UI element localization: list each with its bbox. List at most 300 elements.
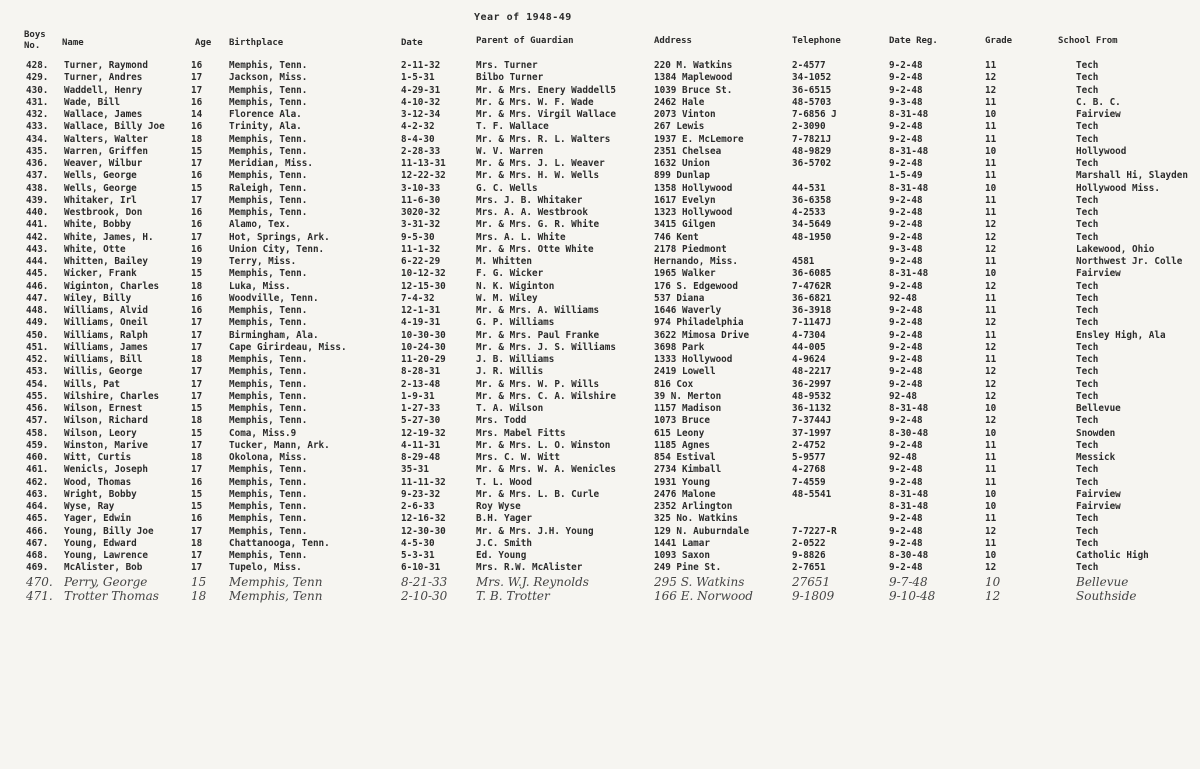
cell-telephone: 9-1809 xyxy=(792,588,835,603)
cell-birthplace: Memphis, Tenn. xyxy=(229,464,308,476)
cell-date: 4-19-31 xyxy=(401,317,441,329)
cell-address: 1093 Saxon xyxy=(654,550,710,561)
cell-telephone: 7-3744J xyxy=(792,415,832,427)
cell-grade: 10 xyxy=(985,403,997,414)
cell-telephone: 36-3918 xyxy=(792,305,832,316)
cell-date-reg: 9-2-48 xyxy=(889,525,923,537)
cell-birthplace: Woodville, Tenn. xyxy=(229,292,319,304)
cell-parent: Mrs. C. W. Witt xyxy=(476,452,560,463)
cell-date: 2-6-33 xyxy=(401,501,435,512)
cell-grade: 10 xyxy=(985,109,997,120)
cell-grade: 12 xyxy=(985,341,997,353)
table-row xyxy=(0,477,1200,489)
cell-telephone: 7-6856 J xyxy=(792,109,837,120)
cell-age: 17 xyxy=(191,525,203,537)
cell-date: 10-24-30 xyxy=(401,341,446,353)
cell-address: 129 N. Auburndale xyxy=(654,525,750,537)
cell-date: 9-23-32 xyxy=(401,488,441,500)
cell-birthplace: Memphis, Tenn. xyxy=(229,476,308,488)
cell-birthplace: Memphis, Tenn. xyxy=(229,390,308,402)
cell-telephone: 36-6821 xyxy=(792,292,832,304)
cell-parent: Mr. & Mrs. G. R. White xyxy=(476,219,600,231)
cell-date-reg: 9-2-48 xyxy=(889,121,923,133)
cell-name: Perry, George xyxy=(64,574,148,589)
cell-address: 899 Dunlap xyxy=(654,170,710,182)
cell-number: 439. xyxy=(26,194,49,206)
cell-birthplace: Terry, Miss. xyxy=(229,256,297,267)
cell-number: 451. xyxy=(26,341,49,353)
cell-school: Tech xyxy=(1076,121,1099,133)
table-row xyxy=(0,109,1200,121)
cell-age: 16 xyxy=(191,513,203,525)
cell-age: 16 xyxy=(191,170,203,182)
cell-birthplace: Memphis, Tenn xyxy=(229,588,323,603)
cell-date-reg: 9-2-48 xyxy=(889,305,923,316)
cell-name: Whitaker, Irl xyxy=(64,194,137,206)
cell-number: 436. xyxy=(26,158,49,169)
cell-date: 6-22-29 xyxy=(401,256,441,267)
cell-age: 17 xyxy=(191,231,203,243)
cell-date: 10-30-30 xyxy=(401,329,446,341)
cell-telephone: 9-8826 xyxy=(792,550,826,561)
cell-telephone: 36-6515 xyxy=(792,84,832,96)
cell-date: 2-28-33 xyxy=(401,145,441,157)
cell-date: 6-10-31 xyxy=(401,562,441,574)
table-row xyxy=(0,538,1200,550)
cell-date-reg: 9-2-48 xyxy=(889,207,923,218)
cell-name: White, James, H. xyxy=(64,231,154,243)
cell-school: Tech xyxy=(1076,158,1099,169)
cell-name: Willis, George xyxy=(64,366,143,378)
cell-grade: 12 xyxy=(985,317,997,329)
cell-age: 17 xyxy=(191,378,203,390)
header-telephone: Telephone xyxy=(792,36,841,46)
cell-birthplace: Cape Girirdeau, Miss. xyxy=(229,341,347,353)
cell-school: Tech xyxy=(1076,207,1099,218)
table-row xyxy=(0,354,1200,366)
cell-grade: 12 xyxy=(985,366,997,378)
cell-date-reg: 9-2-48 xyxy=(889,513,923,525)
cell-telephone: 48-5541 xyxy=(792,488,832,500)
cell-number: 441. xyxy=(26,219,49,231)
cell-parent: M. Whitten xyxy=(476,256,532,267)
cell-date-reg: 9-2-48 xyxy=(889,366,923,378)
cell-address: 295 S. Watkins xyxy=(654,574,745,589)
cell-date-reg: 92-48 xyxy=(889,390,917,402)
table-row xyxy=(0,452,1200,464)
cell-grade: 11 xyxy=(985,464,997,476)
cell-date: 2-13-48 xyxy=(401,378,441,390)
cell-age: 17 xyxy=(191,464,203,476)
cell-grade: 12 xyxy=(985,415,997,427)
cell-grade: 11 xyxy=(985,133,997,145)
cell-age: 18 xyxy=(191,452,203,463)
cell-birthplace: Jackson, Miss. xyxy=(229,72,308,84)
cell-number: 462. xyxy=(26,476,49,488)
cell-name: Wade, Bill xyxy=(64,96,120,108)
cell-age: 16 xyxy=(191,60,203,71)
cell-date-reg: 9-2-48 xyxy=(889,464,923,476)
cell-grade: 11 xyxy=(985,354,997,365)
cell-birthplace: Memphis, Tenn. xyxy=(229,268,308,280)
cell-number: 470. xyxy=(26,574,53,589)
cell-number: 468. xyxy=(26,550,49,561)
cell-date-reg: 9-2-48 xyxy=(889,60,923,71)
cell-school: Tech xyxy=(1076,562,1099,574)
cell-birthplace: Memphis, Tenn. xyxy=(229,60,308,71)
cell-date-reg: 8-31-48 xyxy=(889,145,929,157)
cell-school: Hollywood Miss. xyxy=(1076,182,1160,194)
header-date-reg: Date Reg. xyxy=(889,36,938,46)
cell-school: Ensley High, Ala xyxy=(1076,329,1166,341)
cell-date: 8-4-30 xyxy=(401,133,435,145)
cell-parent: F. G. Wicker xyxy=(476,268,544,280)
cell-number: 440. xyxy=(26,207,49,218)
cell-parent: Mrs. Todd xyxy=(476,415,527,427)
cell-address: 2352 Arlington xyxy=(654,501,733,512)
table-row xyxy=(0,195,1200,207)
cell-date-reg: 9-2-48 xyxy=(889,562,923,574)
cell-number: 467. xyxy=(26,537,49,549)
cell-grade: 11 xyxy=(985,194,997,206)
cell-age: 14 xyxy=(191,109,203,120)
cell-date: 3-31-32 xyxy=(401,219,441,231)
table-row xyxy=(0,170,1200,182)
cell-address: 1617 Evelyn xyxy=(654,194,716,206)
cell-age: 16 xyxy=(191,476,203,488)
cell-name: Trotter Thomas xyxy=(64,588,159,603)
cell-number: 456. xyxy=(26,403,49,414)
cell-name: Williams, Ralph xyxy=(64,329,148,341)
cell-parent: B.H. Yager xyxy=(476,513,532,525)
cell-school: Hollywood xyxy=(1076,145,1127,157)
cell-name: Wells, George xyxy=(64,170,137,182)
cell-grade: 12 xyxy=(985,588,1001,603)
cell-number: 455. xyxy=(26,390,49,402)
header-birthplace: Birthplace xyxy=(229,38,284,48)
cell-address: 1157 Madison xyxy=(654,403,722,414)
cell-date-reg: 9-2-48 xyxy=(889,317,923,329)
cell-grade: 11 xyxy=(985,170,997,182)
cell-date-reg: 8-31-48 xyxy=(889,501,929,512)
cell-birthplace: Memphis, Tenn. xyxy=(229,96,308,108)
cell-birthplace: Memphis, Tenn. xyxy=(229,378,308,390)
cell-date-reg: 9-2-48 xyxy=(889,231,923,243)
cell-date: 11-11-32 xyxy=(401,476,446,488)
cell-name: Wiginton, Charles xyxy=(64,280,160,292)
cell-name: Young, Billy Joe xyxy=(64,525,154,537)
cell-age: 18 xyxy=(191,280,203,292)
cell-address: 2073 Vinton xyxy=(654,109,716,120)
cell-address: 1646 Waverly xyxy=(654,305,722,316)
cell-school: Tech xyxy=(1076,354,1099,365)
cell-parent: T. A. Wilson xyxy=(476,403,544,414)
header-name: Name xyxy=(62,38,84,48)
cell-date: 10-12-32 xyxy=(401,268,446,280)
cell-date: 4-10-32 xyxy=(401,96,441,108)
cell-number: 431. xyxy=(26,96,49,108)
cell-age: 16 xyxy=(191,292,203,304)
cell-date-reg: 9-2-48 xyxy=(889,133,923,145)
cell-name: Wilson, Leory xyxy=(64,427,137,439)
cell-number: 461. xyxy=(26,464,49,476)
cell-name: Westbrook, Don xyxy=(64,207,143,218)
cell-age: 16 xyxy=(191,305,203,316)
cell-date-reg: 9-10-48 xyxy=(889,588,936,603)
cell-age: 16 xyxy=(191,96,203,108)
cell-date: 1-9-31 xyxy=(401,390,435,402)
cell-name: Wills, Pat xyxy=(64,378,120,390)
cell-address: 1185 Agnes xyxy=(654,439,710,451)
cell-school: Tech xyxy=(1076,84,1099,96)
cell-number: 443. xyxy=(26,243,49,255)
cell-birthplace: Memphis, Tenn. xyxy=(229,403,308,414)
cell-birthplace: Memphis, Tenn. xyxy=(229,525,308,537)
cell-parent: Mr. & Mrs. R. L. Walters xyxy=(476,133,611,145)
cell-school: Tech xyxy=(1076,366,1099,378)
cell-telephone: 7-7821J xyxy=(792,133,832,145)
cell-parent: G. C. Wells xyxy=(476,182,538,194)
table-row xyxy=(0,158,1200,170)
cell-telephone: 36-5702 xyxy=(792,158,832,169)
cell-school: Tech xyxy=(1076,525,1099,537)
cell-number: 466. xyxy=(26,525,49,537)
cell-parent: Mr. & Mrs. J.H. Young xyxy=(476,525,594,537)
cell-birthplace: Florence Ala. xyxy=(229,109,302,120)
cell-parent: Mr. & Mrs. Enery Waddell5 xyxy=(476,84,616,96)
header-address: Address xyxy=(654,36,692,46)
cell-date-reg: 9-2-48 xyxy=(889,341,923,353)
cell-age: 17 xyxy=(191,317,203,329)
cell-grade: 12 xyxy=(985,280,997,292)
cell-grade: 10 xyxy=(985,550,997,561)
cell-name: Winston, Marive xyxy=(64,439,148,451)
cell-grade: 10 xyxy=(985,488,997,500)
cell-birthplace: Memphis, Tenn. xyxy=(229,207,308,218)
cell-age: 15 xyxy=(191,182,203,194)
cell-date: 5-27-30 xyxy=(401,415,441,427)
table-row xyxy=(0,207,1200,219)
table-row xyxy=(0,72,1200,84)
cell-name: Turner, Raymond xyxy=(64,60,148,71)
cell-number: 438. xyxy=(26,182,49,194)
cell-address: 1333 Hollywood xyxy=(654,354,733,365)
cell-date-reg: 8-30-48 xyxy=(889,550,929,561)
cell-telephone: 27651 xyxy=(792,574,831,589)
cell-address: 1965 Walker xyxy=(654,268,716,280)
cell-date-reg: 92-48 xyxy=(889,292,917,304)
cell-number: 454. xyxy=(26,378,49,390)
cell-parent: Mr. & Mrs. L. B. Curle xyxy=(476,488,600,500)
cell-name: Wilshire, Charles xyxy=(64,390,160,402)
cell-birthplace: Okolona, Miss. xyxy=(229,452,308,463)
cell-number: 434. xyxy=(26,133,49,145)
cell-date: 9-5-30 xyxy=(401,231,435,243)
cell-telephone: 4-9624 xyxy=(792,354,826,365)
cell-date: 12-22-32 xyxy=(401,170,446,182)
cell-age: 16 xyxy=(191,243,203,255)
cell-date-reg: 1-5-49 xyxy=(889,170,923,182)
cell-birthplace: Memphis, Tenn xyxy=(229,574,323,589)
cell-address: 3415 Gilgen xyxy=(654,219,716,231)
cell-date: 35-31 xyxy=(401,464,429,476)
cell-name: Young, Edward xyxy=(64,537,137,549)
cell-name: Weaver, Wilbur xyxy=(64,158,143,169)
cell-number: 469. xyxy=(26,562,49,574)
cell-birthplace: Memphis, Tenn. xyxy=(229,513,308,525)
cell-grade: 11 xyxy=(985,329,997,341)
cell-birthplace: Memphis, Tenn. xyxy=(229,194,308,206)
table-row xyxy=(0,60,1200,72)
cell-telephone: 34-1052 xyxy=(792,72,832,84)
cell-address: 1073 Bruce xyxy=(654,415,710,427)
cell-number: 432. xyxy=(26,109,49,120)
cell-telephone: 34-5649 xyxy=(792,219,832,231)
table-row xyxy=(0,342,1200,354)
cell-age: 16 xyxy=(191,219,203,231)
cell-number: 460. xyxy=(26,452,49,463)
cell-name: Wallace, James xyxy=(64,109,143,120)
cell-date-reg: 9-2-48 xyxy=(889,415,923,427)
cell-age: 17 xyxy=(191,390,203,402)
table-row xyxy=(0,85,1200,97)
cell-date: 1-5-31 xyxy=(401,72,435,84)
cell-age: 18 xyxy=(191,537,203,549)
cell-number: 465. xyxy=(26,513,49,525)
cell-name: Whitten, Bailey xyxy=(64,256,148,267)
cell-date-reg: 9-2-48 xyxy=(889,329,923,341)
cell-grade: 12 xyxy=(985,231,997,243)
cell-name: Wilson, Ernest xyxy=(64,403,143,414)
cell-parent: Ed. Young xyxy=(476,550,527,561)
cell-school: Tech xyxy=(1076,60,1099,71)
cell-telephone: 48-2217 xyxy=(792,366,832,378)
cell-date-reg: 8-30-48 xyxy=(889,427,929,439)
cell-grade: 11 xyxy=(985,158,997,169)
cell-telephone: 48-9829 xyxy=(792,145,832,157)
cell-school: Lakewood, Ohio xyxy=(1076,243,1155,255)
cell-date: 4-5-30 xyxy=(401,537,435,549)
cell-school: Fairview xyxy=(1076,268,1121,280)
cell-telephone: 4581 xyxy=(792,256,815,267)
cell-age: 15 xyxy=(191,574,207,589)
cell-grade: 11 xyxy=(985,121,997,133)
table-row xyxy=(0,501,1200,513)
cell-date-reg: 9-2-48 xyxy=(889,194,923,206)
cell-address: Hernando, Miss. xyxy=(654,256,738,267)
cell-school: Bellevue xyxy=(1076,403,1121,414)
cell-parent: G. P. Williams xyxy=(476,317,555,329)
cell-number: 449. xyxy=(26,317,49,329)
cell-name: Williams, James xyxy=(64,341,148,353)
cell-school: Tech xyxy=(1076,292,1099,304)
table-row xyxy=(0,489,1200,501)
cell-age: 17 xyxy=(191,72,203,84)
cell-telephone: 44-005 xyxy=(792,341,826,353)
table-row xyxy=(0,183,1200,195)
cell-address: 267 Lewis xyxy=(654,121,705,133)
cell-number: 459. xyxy=(26,439,49,451)
cell-date-reg: 9-2-48 xyxy=(889,354,923,365)
cell-number: 457. xyxy=(26,415,49,427)
cell-age: 15 xyxy=(191,403,203,414)
cell-number: 471. xyxy=(26,588,53,603)
cell-number: 429. xyxy=(26,72,49,84)
cell-number: 444. xyxy=(26,256,49,267)
cell-birthplace: Trinity, Ala. xyxy=(229,121,302,133)
cell-name: Witt, Curtis xyxy=(64,452,132,463)
cell-address: 816 Cox xyxy=(654,378,694,390)
cell-birthplace: Memphis, Tenn. xyxy=(229,84,308,96)
cell-grade: 11 xyxy=(985,452,997,463)
cell-parent: Mr. & Mrs. J. S. Williams xyxy=(476,341,616,353)
cell-date-reg: 8-31-48 xyxy=(889,403,929,414)
table-row xyxy=(0,464,1200,476)
table-row xyxy=(0,146,1200,158)
cell-date: 11-13-31 xyxy=(401,158,446,169)
cell-address: 2734 Kimball xyxy=(654,464,722,476)
cell-school: Tech xyxy=(1076,280,1099,292)
cell-address: 1937 E. McLemore xyxy=(654,133,744,145)
cell-parent: Mrs. R.W. McAlister xyxy=(476,562,583,574)
cell-date: 2-11-32 xyxy=(401,60,441,71)
cell-parent: Mr. & Mrs. Paul Franke xyxy=(476,329,600,341)
cell-birthplace: Memphis, Tenn. xyxy=(229,170,308,182)
cell-number: 452. xyxy=(26,354,49,365)
cell-name: Wood, Thomas xyxy=(64,476,132,488)
cell-grade: 11 xyxy=(985,476,997,488)
cell-age: 15 xyxy=(191,501,203,512)
cell-grade: 12 xyxy=(985,378,997,390)
cell-age: 15 xyxy=(191,145,203,157)
cell-parent: Mrs. A. A. Westbrook xyxy=(476,207,588,218)
cell-number: 442. xyxy=(26,231,49,243)
cell-school: Messick xyxy=(1076,452,1116,463)
cell-address: 1441 Lamar xyxy=(654,537,710,549)
cell-grade: 10 xyxy=(985,145,997,157)
cell-parent: Mr. & Mrs. W. A. Wenicles xyxy=(476,464,616,476)
cell-parent: Mr. & Mrs. C. A. Wilshire xyxy=(476,390,616,402)
cell-address: 615 Leony xyxy=(654,427,705,439)
cell-school: Catholic High xyxy=(1076,550,1149,561)
cell-telephone: 5-9577 xyxy=(792,452,826,463)
cell-date: 3020-32 xyxy=(401,207,441,218)
cell-telephone: 2-3090 xyxy=(792,121,826,133)
cell-birthplace: Memphis, Tenn. xyxy=(229,305,308,316)
cell-parent: Mrs. A. L. White xyxy=(476,231,566,243)
cell-age: 17 xyxy=(191,329,203,341)
cell-school: Northwest Jr. Colle xyxy=(1076,256,1183,267)
cell-school: Bellevue xyxy=(1076,574,1129,589)
cell-name: Wright, Bobby xyxy=(64,488,137,500)
cell-address: 220 M. Watkins xyxy=(654,60,733,71)
cell-parent: Mrs. Mabel Fitts xyxy=(476,427,566,439)
cell-date-reg: 9-2-48 xyxy=(889,72,923,84)
cell-date: 8-21-33 xyxy=(401,574,448,589)
cell-birthplace: Chattanooga, Tenn. xyxy=(229,537,330,549)
cell-school: Southside xyxy=(1076,588,1137,603)
table-row xyxy=(0,379,1200,391)
cell-name: Williams, Oneil xyxy=(64,317,148,329)
cell-date-reg: 9-2-48 xyxy=(889,158,923,169)
cell-birthplace: Memphis, Tenn. xyxy=(229,133,308,145)
cell-date: 12-16-32 xyxy=(401,513,446,525)
cell-date-reg: 9-2-48 xyxy=(889,256,923,267)
cell-grade: 11 xyxy=(985,60,997,71)
cell-birthplace: Memphis, Tenn. xyxy=(229,488,308,500)
table-row xyxy=(0,317,1200,329)
cell-address: 1931 Young xyxy=(654,476,710,488)
